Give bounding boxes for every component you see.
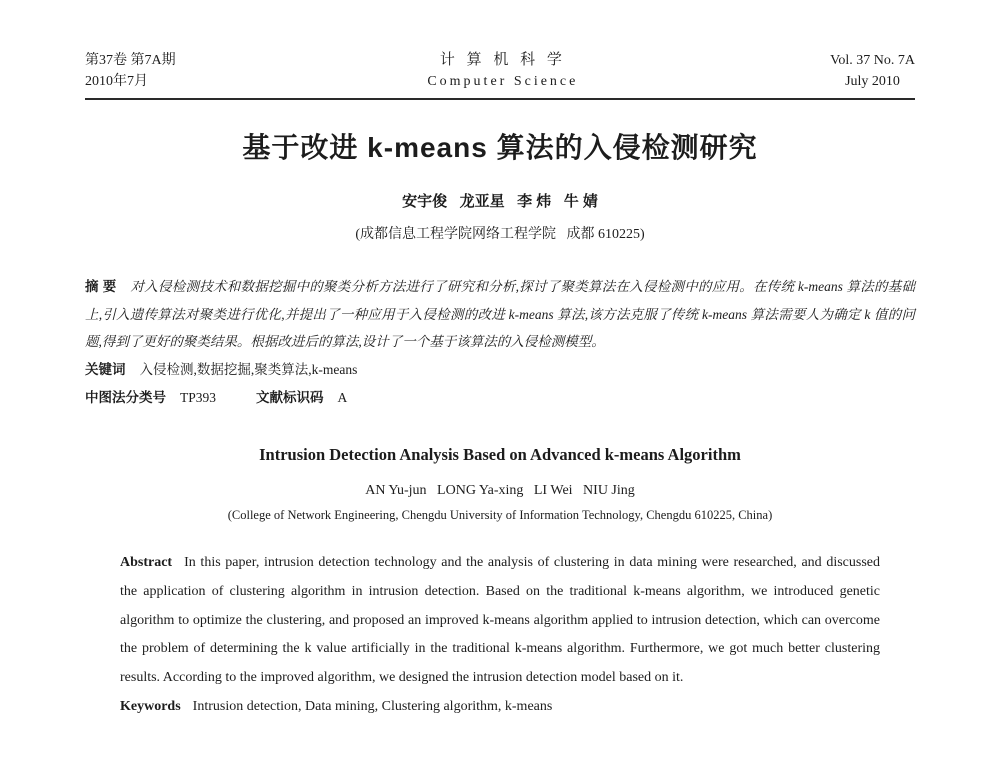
affiliation-en: (College of Network Engineering, Chengdu University of Information Technology, Chengdu 610225, China): [227, 508, 773, 523]
keywords-label-en: Keywords: [120, 698, 181, 714]
keywords-line-en: [120, 693, 880, 722]
abstract-label-en: Abstract: [120, 555, 173, 571]
journal-header: [85, 50, 915, 100]
keywords-text-cn: 入侵检测,数据挖掘,聚类算法,k-means: [139, 362, 358, 378]
doc-code-label: 文献标识码: [256, 389, 324, 405]
doc-code-value: A: [337, 389, 348, 405]
abstract-text-cn: 对入侵检测技术和数据挖掘中的聚类分析方法进行了研究和分析,探讨了聚类算法在入侵检测中的应用。在传统 k-means 算法的基础上,引入遗传算法对聚类进行优化,并提出了一种应用于入侵检测的改进 k-means 算法,该方法克服了传统 k-means 算法需要人为确定 k 值的问题,得到了更好的聚类结果。根据改进后的算法,设计了一个基于该算法的入侵检测模型。: [85, 279, 915, 350]
authors-en: AN Yu-jun LONG Ya-xing LI Wei NIU Jing: [365, 483, 635, 499]
clc-value: TP393: [180, 389, 217, 405]
header-volume-issue: [85, 51, 176, 92]
paper-title-cn: 基于改进 k-means 算法的入侵检测研究: [242, 132, 758, 164]
journal-name-en: Computer Science: [427, 73, 579, 89]
journal-name-cn: 计 算 机 科 学: [439, 52, 566, 68]
abstract-label-cn: 摘 要: [85, 279, 117, 295]
affiliation-cn: (成都信息工程学院网络工程学院 成都 610225): [355, 227, 645, 243]
keywords-text-en: Intrusion detection, Data mining, Clustering algorithm, k-means: [192, 698, 553, 714]
header-date-en: July 2010: [845, 73, 900, 89]
clc-line: [85, 384, 915, 412]
header-vol-no-en: Vol. 37 No. 7A: [830, 53, 915, 69]
header-date-cn: 2010年7月: [85, 73, 148, 89]
authors-cn: 安宇俊 龙亚星 李 炜 牛 婧: [402, 193, 598, 211]
abstract-cn: [85, 273, 915, 356]
abstract-text-en: In this paper, intrusion detection technology and the analysis of clustering in data mining were researched, and discussed the application of clustering algorithm in intrusion detection. Based on the traditional k-means algorithm, we introduced genetic algorithm to optimize the clustering, and proposed an improved k-means algorithm applied to intrusion detection, which can overcome the problem of determining the k value artificially in the traditional k-means algorithm. Furthermore, we got much better clustering results. According to the improved algorithm, we designed the intrusion detection model based on it.: [120, 555, 880, 686]
header-volume-issue-en: [830, 51, 915, 92]
paper-title-en: Intrusion Detection Analysis Based on Advanced k-means Algorithm: [259, 445, 741, 465]
clc-label: 中图法分类号: [85, 389, 166, 405]
keywords-line-cn: [85, 356, 915, 384]
abstract-en: [120, 549, 880, 692]
header-journal-name: [427, 50, 578, 92]
header-volume-issue-cn: 第37卷 第7A期: [85, 53, 176, 69]
keywords-label-cn: 关键词: [85, 362, 126, 378]
